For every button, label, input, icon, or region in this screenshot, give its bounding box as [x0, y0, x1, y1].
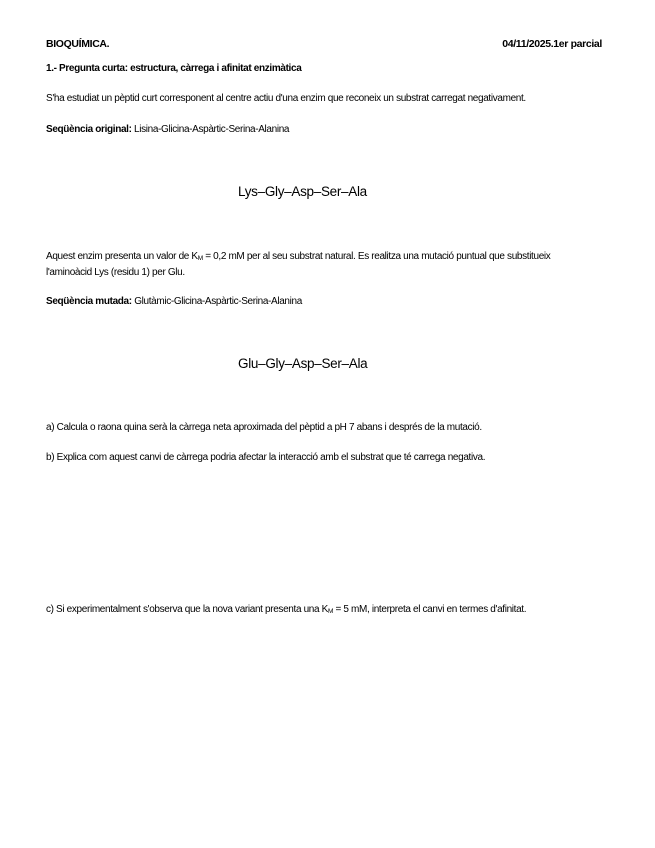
mutated-sequence-line — [46, 296, 302, 307]
original-sequence-line — [46, 124, 289, 135]
part-c-subscript: M — [327, 608, 334, 615]
question-part-b: b) Explica com aquest canvi de càrrega podria afectar la interacció amb el substrat que té carrega negativa. — [46, 452, 486, 463]
km-subscript: M — [197, 255, 203, 262]
question-intro: S'ha estudiat un pèptid curt corresponent al centre actiu d'una enzim que reconeix un substrat carregat negativament. — [46, 93, 526, 104]
km-text-start: Aquest enzim presenta un valor de K — [46, 251, 198, 262]
original-sequence-code: Lys–Gly–Asp–Ser–Ala — [238, 184, 367, 199]
subject-title: BIOQUÍMICA. — [46, 38, 110, 50]
page-header — [46, 38, 602, 54]
original-sequence-label: Seqüència original: — [46, 124, 132, 135]
question-title: 1.- Pregunta curta: estructura, càrrega i afinitat enzimàtica — [46, 63, 302, 74]
exam-date: 04/11/2025.1er parcial — [502, 38, 602, 50]
mutated-sequence-label: Seqüència mutada: — [46, 296, 132, 307]
km-text-end: = 0,2 mM per al seu substrat natural. Es realitza una mutació puntual que substitueix l'aminoàcid Lys (residu 1) per Glu. — [46, 251, 551, 278]
question-part-a: a) Calcula o raona quina serà la càrrega neta aproximada del pèptid a pH 7 abans i després de la mutació. — [46, 422, 482, 433]
part-c-text-end: = 5 mM, interpreta el canvi en termes d'afinitat. — [333, 604, 527, 615]
km-paragraph — [46, 250, 586, 280]
mutated-sequence-code: Glu–Gly–Asp–Ser–Ala — [238, 356, 368, 371]
question-part-c — [46, 604, 526, 615]
mutated-sequence-names: Glutàmic-Glicina-Aspàrtic-Serina-Alanina — [134, 296, 302, 307]
original-sequence-names: Lisina-Glicina-Aspàrtic-Serina-Alanina — [134, 124, 290, 135]
part-c-text-start: c) Si experimentalment s'observa que la nova variant presenta una K — [46, 604, 328, 615]
